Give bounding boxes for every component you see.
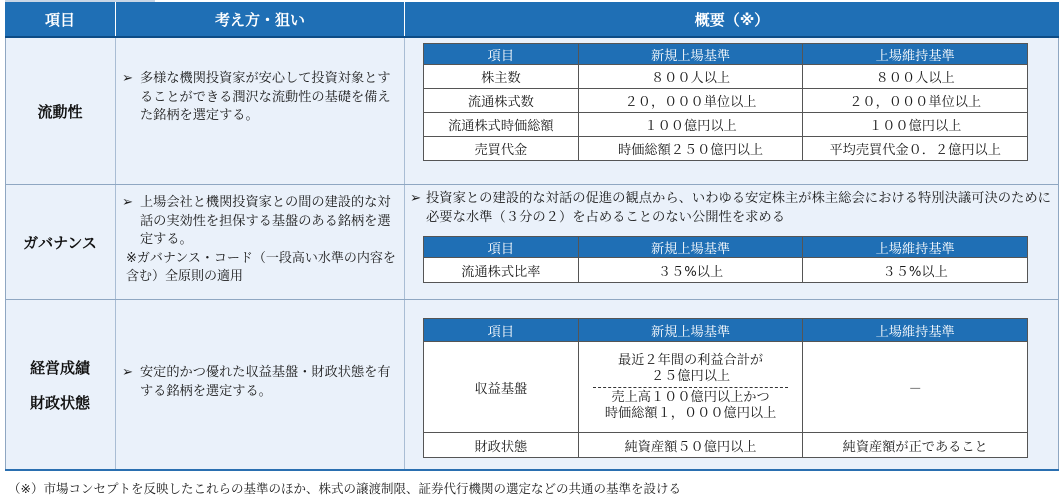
footnote: （※）市場コンセプトを反映したこれらの基準のほか、株式の譲渡制限、証券代行機関の選定などの共通の基準を設ける	[8, 481, 681, 496]
concept-performance	[122, 364, 398, 401]
grid-bottom-border	[5, 469, 1059, 471]
governance-th-item: 項目	[424, 237, 579, 258]
grid-row-divider-2	[5, 299, 1059, 300]
table-cell: ８００人以上	[578, 65, 803, 89]
table-cell: ２０，０００単位以上	[578, 89, 803, 113]
earnings-dashed-divider	[593, 387, 789, 388]
performance-table	[423, 318, 1028, 458]
performance-th-maintain: 上場維持基準	[803, 319, 1028, 342]
table-cell: 収益基盤	[424, 342, 579, 433]
governance-th-maintain: 上場維持基準	[803, 237, 1028, 258]
table-cell: 株主数	[424, 65, 579, 89]
concept-performance-text: 安定的かつ優れた収益基盤・財政状態を有する銘柄を選定する。	[140, 365, 391, 399]
table-cell: 純資産額が正であること	[803, 433, 1028, 458]
liquidity-th-maintain: 上場維持基準	[803, 44, 1028, 65]
governance-th-new: 新規上場基準	[578, 237, 803, 258]
earnings-new-b-1: 売上高１００億円以上かつ	[611, 389, 770, 405]
grid-row-divider-1	[5, 184, 1059, 185]
grid-right-border	[1058, 38, 1059, 470]
table-cell: ２０，０００単位以上	[803, 89, 1028, 113]
table-cell: ３５%以上	[578, 258, 803, 283]
grid-col-divider-2	[404, 38, 405, 470]
earnings-new-a-2: ２５億円以上	[650, 368, 731, 384]
earnings-new-cell	[578, 342, 803, 433]
table-cell: 純資産額５０億円以上	[578, 433, 803, 458]
table-cell: １００億円以上	[803, 113, 1028, 137]
bullet-arrow-icon: ➢	[122, 71, 134, 86]
table-cell: 財政状態	[424, 433, 579, 458]
table-cell: １００億円以上	[578, 113, 803, 137]
header-concept: 考え方・狙い	[116, 2, 404, 36]
concept-governance-text: 上場会社と機関投資家との間の建設的な対話の実効性を担保する基盤のある銘柄を選定する。	[140, 195, 391, 247]
liquidity-table	[423, 43, 1028, 161]
concept-governance-note: ※ガバナンス・コード（一段高い水準の内容を含む）全原則の適用	[126, 250, 396, 284]
category-performance	[5, 300, 115, 470]
concept-governance	[122, 194, 398, 286]
table-cell: 流通株式数	[424, 89, 579, 113]
header-item: 項目	[5, 2, 115, 36]
earnings-new-b-2: 時価総額１，０００億円以上	[604, 405, 777, 421]
table-cell: ８００人以上	[803, 65, 1028, 89]
bullet-arrow-icon: ➢	[410, 191, 422, 206]
table-cell: ３５%以上	[803, 258, 1028, 283]
table-cell: 流通株式比率	[424, 258, 579, 283]
performance-th-new: 新規上場基準	[578, 319, 803, 342]
concept-liquidity-text: 多様な機関投資家が安心して投資対象とすることができる潤沢な流動性の基礎を備えた銘柄を選定する。	[140, 71, 391, 123]
liquidity-th-item: 項目	[424, 44, 579, 65]
concept-liquidity	[122, 70, 398, 126]
category-governance	[5, 185, 115, 299]
bullet-arrow-icon: ➢	[122, 195, 134, 210]
liquidity-th-new: 新規上場基準	[578, 44, 803, 65]
category-performance-label-2: 財政状態	[29, 394, 90, 412]
table-cell: 時価総額２５０億円以上	[578, 137, 803, 161]
table-cell: 売買代金	[424, 137, 579, 161]
table-cell: －	[803, 342, 1028, 433]
governance-summary	[410, 189, 1055, 227]
earnings-new-a-1: 最近２年間の利益合計が	[618, 352, 764, 368]
performance-th-item: 項目	[424, 319, 579, 342]
table-cell: 流通株式時価総額	[424, 113, 579, 137]
grid-col-divider-1	[115, 38, 116, 470]
table-cell: 平均売買代金０．２億円以上	[803, 137, 1028, 161]
category-governance-label: ガバナンス	[23, 233, 97, 252]
governance-table	[423, 236, 1028, 283]
header-summary: 概要（※）	[405, 2, 1059, 36]
category-liquidity-label: 流動性	[37, 102, 83, 121]
governance-summary-text: 投資家との建設的な対話の促進の観点から、いわゆる安定株主が株主総会における特別決議可決のために必要な水準（３分の２）を占めることのない公開性を求める	[426, 191, 1051, 225]
category-performance-label-1: 経営成績	[29, 359, 90, 377]
bullet-arrow-icon: ➢	[122, 365, 134, 380]
category-liquidity	[5, 38, 115, 184]
